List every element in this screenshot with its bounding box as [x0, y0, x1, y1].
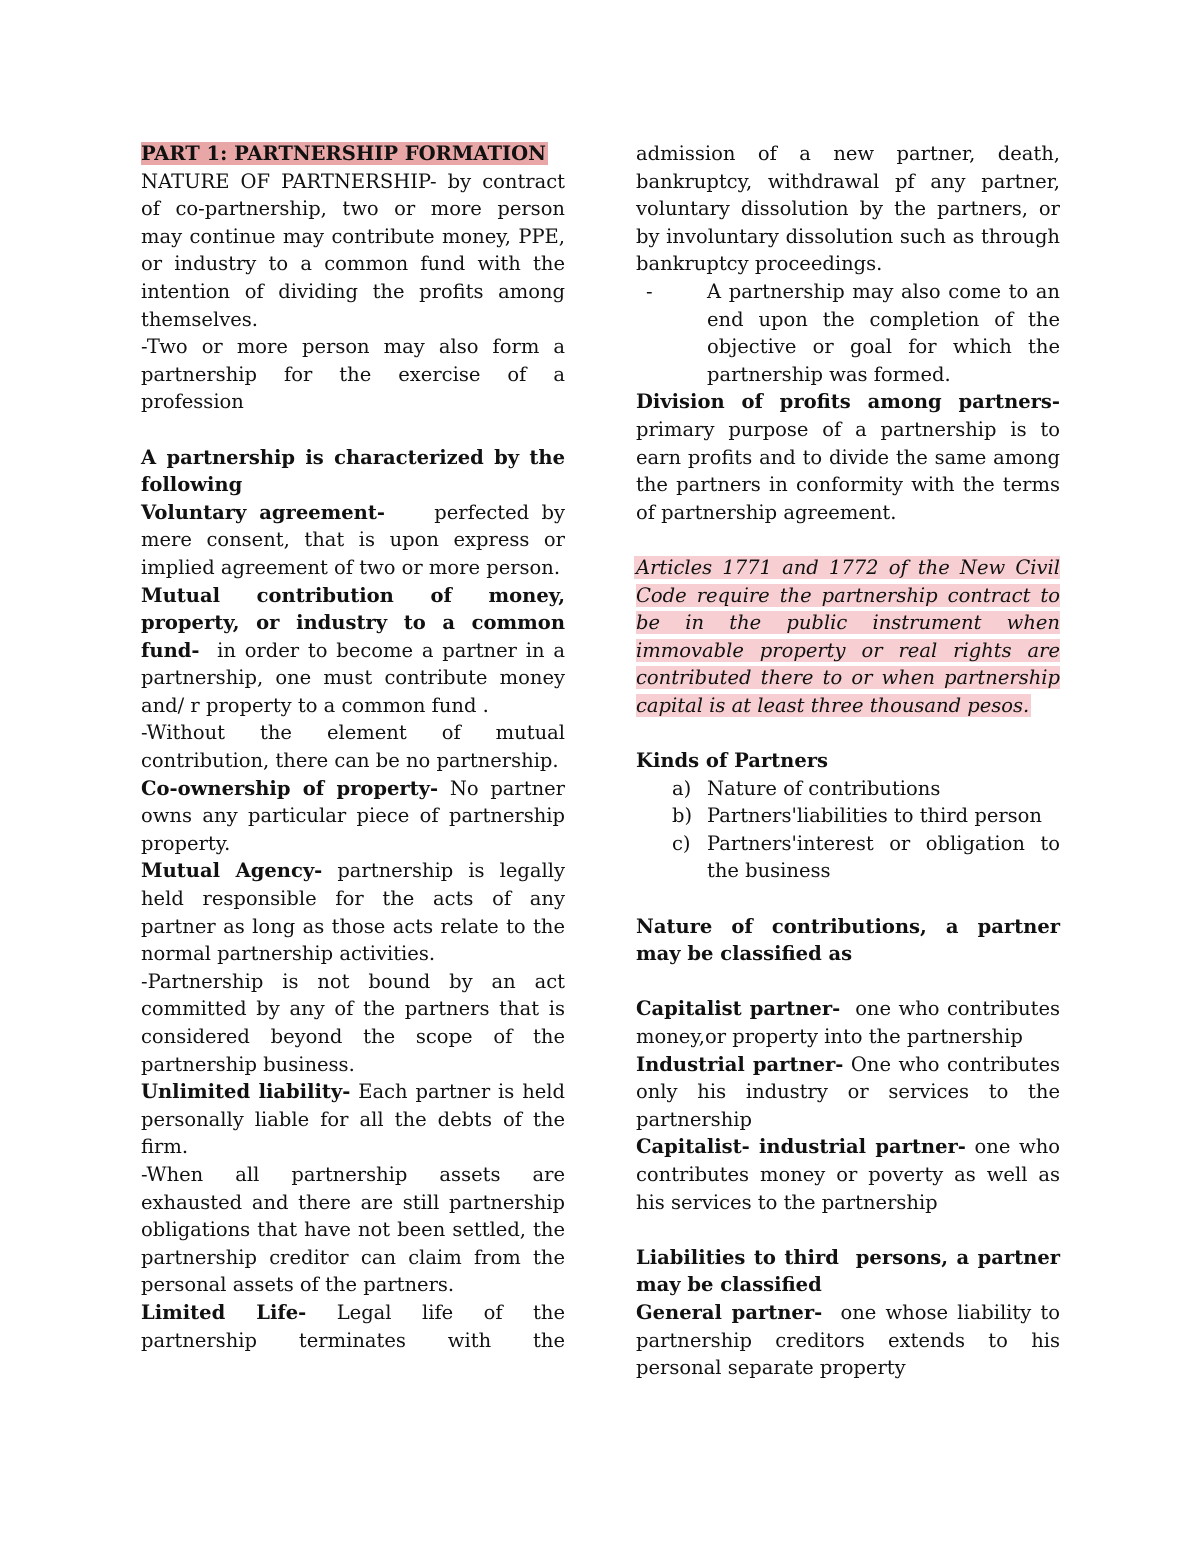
cap-ind-paragraph — [636, 1133, 1060, 1216]
spacer — [141, 416, 565, 444]
mutual-contribution-paragraph — [141, 582, 565, 720]
left-column — [141, 140, 565, 1354]
limited-life-paragraph — [141, 1299, 565, 1354]
voluntary-paragraph — [141, 499, 565, 582]
limited-life-label: Limited Life- — [141, 1300, 307, 1324]
nature-paragraph — [141, 168, 565, 334]
capitalist-paragraph — [636, 995, 1060, 1050]
general-text: one whose liability to partnership creditors extends to his personal separate property — [636, 1300, 1060, 1380]
continuation-paragraph: admission of a new partner, death, bankruptcy, withdrawal pf any partner, voluntary dissolution by the partners, or by involuntary dissolution such as through bankruptcy proceedings. — [636, 142, 1060, 276]
mutual-contribution-label: Mutual contribution of money, property, or industry to a common fund- — [141, 583, 565, 662]
kinds-heading: Kinds of Partners — [636, 749, 829, 773]
liabilities-heading: Liabilities to third persons, a partner may be classified — [636, 1245, 1067, 1297]
industrial-label: Industrial partner- — [636, 1052, 844, 1076]
section-title: PART 1: PARTNERSHIP FORMATION — [141, 142, 546, 165]
kinds-list — [636, 775, 1060, 885]
spacer — [636, 526, 1060, 554]
mutual-agency-paragraph — [141, 857, 565, 967]
articles-note: Articles 1771 and 1772 of the New Civil Code require the partnership contract to be in the public instrument when immovable property or real rights are contributed there to or when partnership capital is at least three thousand pesos. — [636, 555, 1060, 717]
mutual-contribution-note: -Without the element of mutual contribution, there can be no partnership. — [141, 721, 565, 773]
coownership-paragraph — [141, 775, 565, 858]
general-label: General partner- — [636, 1300, 823, 1324]
industrial-paragraph — [636, 1051, 1060, 1134]
cap-ind-text: one who contributes money or poverty as well as his services to the partnership — [636, 1135, 1061, 1214]
nature-text: NATURE OF PARTNERSHIP- by contract of co-partnership, two or more person may continue may contribute money, PPE, or industry to a common fund with the intention of dividing the profits among themselves. — [141, 169, 565, 331]
mutual-agency-text: partnership is legally held responsible for the acts of any partner as long as those acts relate to the normal partnership activities. — [141, 859, 565, 966]
dash-marker: - — [646, 279, 653, 303]
spacer — [636, 968, 1060, 996]
unlimited-paragraph — [141, 1078, 565, 1161]
list-item: b) Partners'liabilities to third person — [672, 804, 1042, 828]
right-column — [636, 140, 1067, 1382]
dash-item-text: A partnership may also come to an end upon the completion of the objective or goal for which the partnership was formed. — [707, 279, 1060, 386]
division-text: primary purpose of a partnership is to earn profits and to divide the same among the partners in conformity with the terms of partnership agreement. — [636, 417, 1060, 524]
spacer — [636, 885, 1060, 913]
mutual-agency-note: -Partnership is not bound by an act committed by any of the partners that is considered beyond the scope of the partnership business. — [141, 969, 565, 1076]
dash-list-item — [636, 278, 1060, 388]
list-item: c) Partners'interest or obligation to the business — [672, 831, 1060, 883]
voluntary-text: perfected by mere consent, that is upon express or implied agreement of two or more person. — [141, 500, 565, 579]
nature-note: -Two or more person may also form a partnership for the exercise of a profession — [141, 335, 565, 414]
division-label: Division of profits among partners- — [636, 390, 1060, 414]
spacer — [636, 719, 1060, 747]
mutual-contribution-text: in order to become a partner in a partnership, one must contribute money and/ r property to a common fund . — [141, 638, 565, 717]
general-paragraph — [636, 1299, 1060, 1382]
limited-life-text: Legal life of the partnership terminates with the — [141, 1300, 565, 1352]
capitalist-text: one who contributes money,or property into the partnership — [636, 997, 1061, 1048]
unlimited-text: Each partner is held personally liable for all the debts of the firm. — [141, 1080, 566, 1159]
division-paragraph — [636, 388, 1060, 526]
voluntary-label: Voluntary agreement- — [141, 500, 385, 524]
mutual-agency-label: Mutual Agency- — [141, 859, 323, 883]
nature-contrib-heading: Nature of contributions, a partner may be classified as — [636, 914, 1060, 966]
list-item: a) Nature of contributions — [672, 776, 941, 800]
characterized-heading: A partnership is characterized by the following — [141, 445, 565, 497]
industrial-text: One who contributes only his industry or services to the partnership — [636, 1052, 1060, 1131]
coownership-text: No partner owns any particular piece of partnership property. — [141, 776, 565, 855]
unlimited-label: Unlimited liability- — [141, 1080, 351, 1104]
cap-ind-label: Capitalist- industrial partner- — [636, 1135, 966, 1159]
spacer — [636, 1216, 1060, 1244]
capitalist-label: Capitalist partner- — [636, 997, 841, 1021]
unlimited-note: -When all partnership assets are exhausted and there are still partnership obligations that have not been settled, the partnership creditor can claim from the personal assets of the partners. — [141, 1162, 565, 1297]
coownership-label: Co-ownership of property- — [141, 776, 439, 800]
